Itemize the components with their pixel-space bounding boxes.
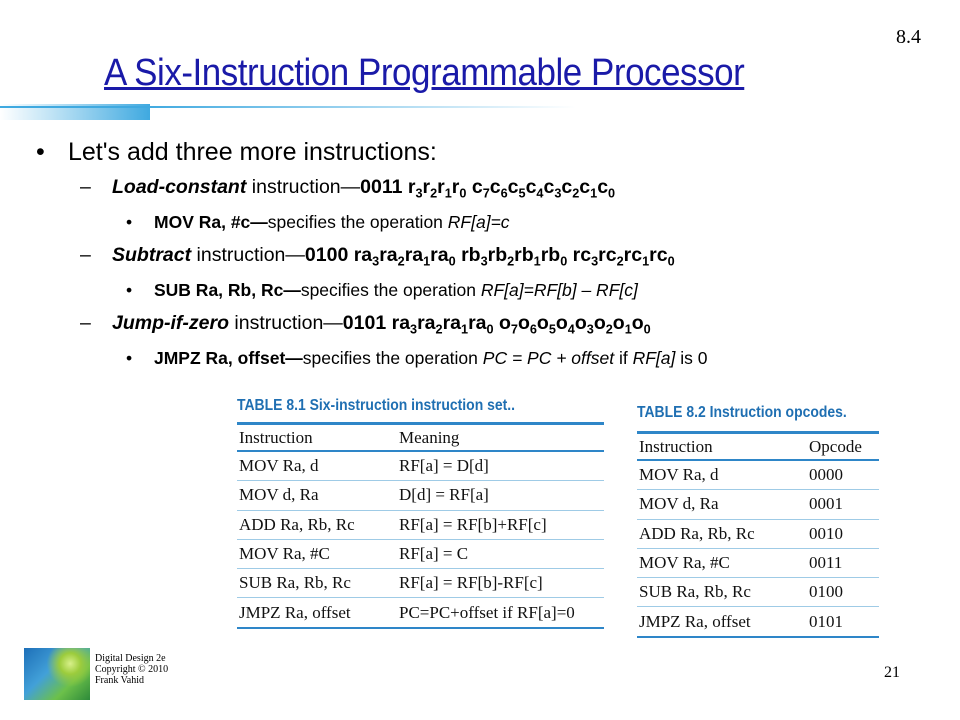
table-cell: RF[a] = RF[b]+RF[c] bbox=[397, 510, 604, 539]
book-logo-icon bbox=[24, 648, 90, 700]
table-row bbox=[637, 578, 879, 607]
table2-caption: TABLE 8.2 Instruction opcodes. bbox=[637, 404, 847, 421]
table-row bbox=[237, 569, 604, 598]
table-row bbox=[637, 607, 879, 637]
table-cell: RF[a] = D[d] bbox=[397, 451, 604, 481]
table-opcodes bbox=[637, 431, 879, 638]
dash-icon: – bbox=[80, 244, 91, 266]
table-cell: SUB Ra, Rb, Rc bbox=[237, 569, 397, 598]
table-cell: ADD Ra, Rb, Rc bbox=[637, 519, 807, 548]
footer-credit: Digital Design 2e Copyright © 2010 Frank Vahid bbox=[95, 653, 169, 686]
item-jump-if-zero: – Jump-if-zero instruction—0101 $ra_3ra_2ra_1ra_0$ $o_7o_6o_5o_4o_3o_2o_1o_0$ bbox=[80, 312, 651, 337]
table-cell: ADD Ra, Rb, Rc bbox=[237, 510, 397, 539]
table-cell: 0100 bbox=[807, 578, 879, 607]
table-cell: SUB Ra, Rb, Rc bbox=[637, 578, 807, 607]
table-cell: 0001 bbox=[807, 490, 879, 519]
example-subtract: • SUB Ra, Rb, Rc—specifies the operation RF[a]=RF[b] – RF[c] bbox=[126, 280, 638, 300]
bullet-icon: • bbox=[126, 348, 133, 368]
item-subtract: – Subtract instruction—0100 $ra_3ra_2ra_1ra_0$ $rb_3rb_2rb_1rb_0$ $rc_3rc_2rc_1rc_0$ bbox=[80, 244, 675, 269]
table1-caption: TABLE 8.1 Six-instruction instruction set.. bbox=[237, 397, 516, 414]
table-cell: RF[a] = RF[b]-RF[c] bbox=[397, 569, 604, 598]
dash-icon: – bbox=[80, 176, 91, 198]
table-instruction-set bbox=[237, 422, 604, 629]
page-number: 21 bbox=[884, 664, 900, 681]
example-jump-if-zero: • JMPZ Ra, offset—specifies the operation PC = PC + offset if RF[a] is 0 bbox=[126, 348, 708, 368]
slide-title: A Six-Instruction Programmable Processor bbox=[104, 52, 745, 94]
bullet-icon: • bbox=[36, 138, 45, 166]
table-cell: MOV Ra, #C bbox=[637, 548, 807, 577]
title-accent-line bbox=[0, 106, 960, 108]
encoding-jump-if-zero: $ra_3ra_2ra_1ra_0$ $o_7o_6o_5o_4o_3o_2o_1o_0$ bbox=[391, 312, 651, 337]
column-header: Instruction bbox=[637, 433, 807, 461]
table-cell: MOV Ra, d bbox=[237, 451, 397, 481]
table-cell: RF[a] = C bbox=[397, 539, 604, 568]
bullet-intro: • Let's add three more instructions: bbox=[36, 138, 437, 166]
dash-icon: – bbox=[80, 312, 91, 334]
item-load-constant: – Load-constant instruction—0011 $r_3r_2r_1r_0$ $c_7c_6c_5c_4c_3c_2c_1c_0$ bbox=[80, 176, 616, 201]
table-row bbox=[237, 598, 604, 628]
table-row bbox=[237, 510, 604, 539]
table-cell: MOV d, Ra bbox=[637, 490, 807, 519]
table-cell: MOV Ra, #C bbox=[237, 539, 397, 568]
table-cell: 0000 bbox=[807, 460, 879, 490]
column-header: Opcode bbox=[807, 433, 879, 461]
encoding-load-constant: $r_3r_2r_1r_0$ $c_7c_6c_5c_4c_3c_2c_1c_0$ bbox=[407, 176, 616, 201]
table-row bbox=[637, 548, 879, 577]
table-cell: MOV d, Ra bbox=[237, 481, 397, 510]
table-cell: 0011 bbox=[807, 548, 879, 577]
bullet-icon: • bbox=[126, 280, 133, 300]
table-cell: D[d] = RF[a] bbox=[397, 481, 604, 510]
bullet-icon: • bbox=[126, 212, 133, 232]
table-row bbox=[237, 539, 604, 568]
table-row bbox=[237, 451, 604, 481]
table-cell: 0010 bbox=[807, 519, 879, 548]
table-row bbox=[637, 490, 879, 519]
table-row bbox=[237, 481, 604, 510]
column-header: Instruction bbox=[237, 424, 397, 452]
section-number: 8.4 bbox=[896, 26, 921, 48]
table-cell: 0101 bbox=[807, 607, 879, 637]
example-load-constant: • MOV Ra, #c—specifies the operation RF[a]=c bbox=[126, 212, 510, 232]
table-cell: JMPZ Ra, offset bbox=[237, 598, 397, 628]
table-row bbox=[637, 460, 879, 490]
table-cell: PC=PC+offset if RF[a]=0 bbox=[397, 598, 604, 628]
table-row bbox=[637, 519, 879, 548]
table-cell: MOV Ra, d bbox=[637, 460, 807, 490]
table-header-row bbox=[637, 433, 879, 461]
encoding-subtract: $ra_3ra_2ra_1ra_0$ $rb_3rb_2rb_1rb_0$ $rc_3rc_2rc_1rc_0$ bbox=[353, 244, 675, 269]
table-cell: JMPZ Ra, offset bbox=[637, 607, 807, 637]
table-header-row bbox=[237, 424, 604, 452]
column-header: Meaning bbox=[397, 424, 604, 452]
